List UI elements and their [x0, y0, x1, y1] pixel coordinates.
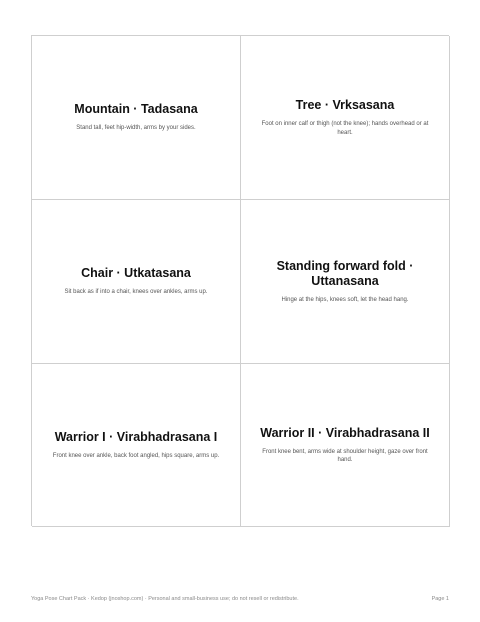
pose-card-forward-fold	[241, 200, 450, 364]
pose-title: Tree · Vrksasana	[295, 98, 395, 112]
pose-title: Standing forward fold · Uttanasana	[276, 258, 414, 288]
pose-card-chair	[32, 200, 241, 364]
pose-card-tree	[241, 36, 450, 200]
pose-title: Chair · Utkatasana	[81, 266, 191, 281]
pose-description: Stand tall, feet hip-width, arms by your sides.	[76, 125, 196, 132]
footer-credit: Yoga Pose Chart Pack · Kedop (jnoshop.com) · Personal and small-business use; do not resell or redistribute.	[31, 596, 299, 602]
pose-description: Sit back as if into a chair, knees over ankles, arms up.	[64, 289, 208, 296]
pose-description: Front knee over ankle, back foot angled, hips square, arms up.	[52, 452, 220, 459]
pose-card-warrior-2	[241, 364, 450, 527]
pose-description: Hinge at the hips, knees soft, let the head hang.	[281, 296, 409, 303]
pose-title: Mountain · Tadasana	[74, 102, 198, 117]
page-footer	[31, 596, 449, 602]
pose-title: Warrior I · Virabhadrasana I	[54, 429, 218, 444]
pose-description: Front knee bent, arms wide at shoulder height, gaze over front hand.	[262, 448, 428, 463]
pose-card-warrior-1	[32, 364, 241, 527]
pose-card-mountain	[32, 36, 241, 200]
pose-title: Warrior II · Virabhadrasana II	[260, 425, 430, 440]
page-number: Page 1	[431, 596, 449, 602]
pose-card-grid	[31, 35, 449, 526]
pose-description: Foot on inner calf or thigh (not the knee); hands overhead or at heart.	[261, 121, 429, 136]
